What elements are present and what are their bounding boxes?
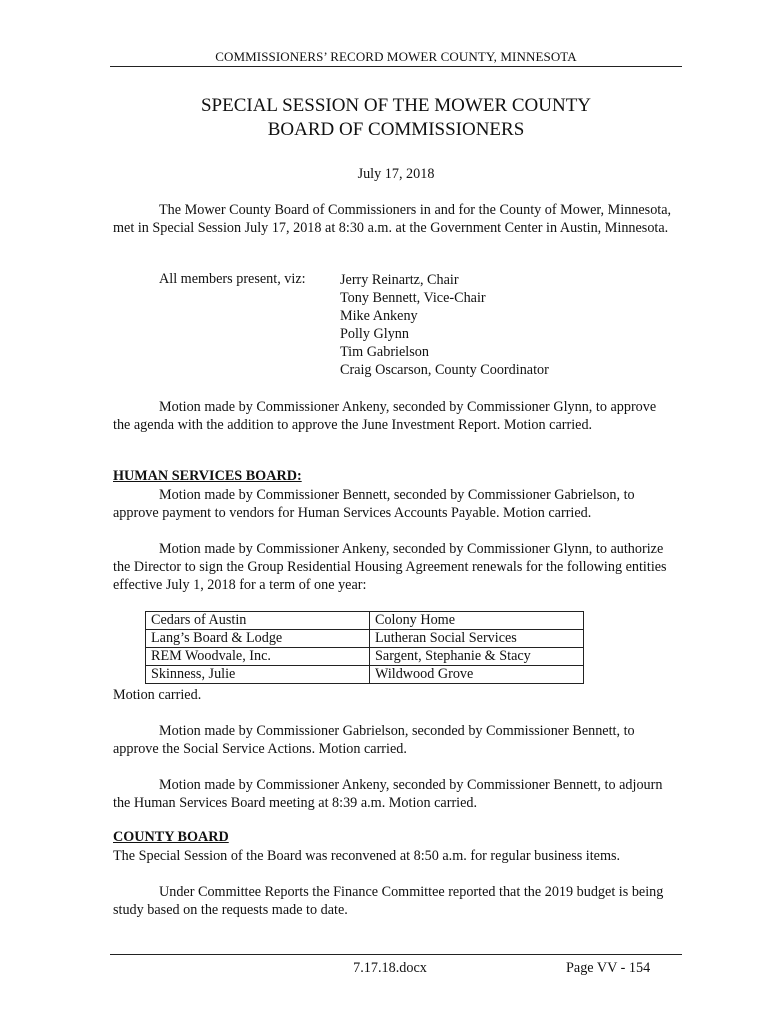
intro-paragraph: The Mower County Board of Commissioners in and for the County of Mower, Minnesota, met in Special Session July 17, 2018 at 8:30 a.m. at the Government Center in Austin, Minnesota. xyxy=(113,202,672,236)
document-title xyxy=(110,94,682,142)
members-list xyxy=(340,271,549,379)
table-cell: Skinness, Julie xyxy=(146,666,370,684)
human-services-heading: HUMAN SERVICES BOARD: xyxy=(113,468,302,484)
member-item: Polly Glynn xyxy=(340,326,409,342)
table-cell: REM Woodvale, Inc. xyxy=(146,648,370,666)
header-rule xyxy=(110,66,682,67)
footer-rule xyxy=(110,954,682,955)
running-header: COMMISSIONERS’ RECORD MOWER COUNTY, MINNESOTA xyxy=(215,49,577,64)
table-cell: Sargent, Stephanie & Stacy xyxy=(370,648,584,666)
table-cell: Colony Home xyxy=(370,612,584,630)
member-item: Mike Ankeny xyxy=(340,308,418,324)
motion-housing: Motion made by Commissioner Ankeny, seconded by Commissioner Glynn, to authorize the Director to sign the Group Residential Housing Agreement renewals for the following entities effective July 1, 2018 for a term of one year: xyxy=(113,541,667,593)
table-cell: Wildwood Grove xyxy=(370,666,584,684)
table-row xyxy=(146,648,584,666)
member-item: Tony Bennett, Vice-Chair xyxy=(340,290,486,306)
table-row xyxy=(146,630,584,648)
member-item: Craig Oscarson, County Coordinator xyxy=(340,362,549,378)
housing-result: Motion carried. xyxy=(113,687,202,703)
entities-table xyxy=(145,611,584,684)
table-cell: Lang’s Board & Lodge xyxy=(146,630,370,648)
reconvened-paragraph: The Special Session of the Board was reconvened at 8:50 a.m. for regular business items. xyxy=(113,848,621,864)
members-label: All members present, viz: xyxy=(159,271,306,287)
county-board-heading: COUNTY BOARD xyxy=(113,829,229,845)
table-row xyxy=(146,612,584,630)
member-item: Jerry Reinartz, Chair xyxy=(340,272,459,288)
title-line-2: BOARD OF COMMISSIONERS xyxy=(267,119,525,140)
member-item: Tim Gabrielson xyxy=(340,344,429,360)
motion-payment: Motion made by Commissioner Bennett, seconded by Commissioner Gabrielson, to approve payment to vendors for Human Services Accounts Payable. Motion carried. xyxy=(113,487,635,521)
title-line-1: SPECIAL SESSION OF THE MOWER COUNTY xyxy=(200,95,592,116)
footer-page-number: Page VV - 154 xyxy=(566,960,651,976)
committee-reports-paragraph: Under Committee Reports the Finance Committee reported that the 2019 budget is being study based on the requests made to date. xyxy=(113,884,664,918)
meeting-date: July 17, 2018 xyxy=(357,166,435,182)
table-cell: Lutheran Social Services xyxy=(370,630,584,648)
motion-adjourn: Motion made by Commissioner Ankeny, seconded by Commissioner Bennett, to adjourn the Human Services Board meeting at 8:39 a.m. Motion carried. xyxy=(113,777,663,811)
table-row xyxy=(146,666,584,684)
table-cell: Cedars of Austin xyxy=(146,612,370,630)
footer-filename: 7.17.18.docx xyxy=(353,960,427,976)
agenda-motion: Motion made by Commissioner Ankeny, seconded by Commissioner Glynn, to approve the agenda with the addition to approve the June Investment Report. Motion carried. xyxy=(113,399,657,433)
motion-social-services: Motion made by Commissioner Gabrielson, seconded by Commissioner Bennett, to approve the Social Service Actions. Motion carried. xyxy=(113,723,635,757)
